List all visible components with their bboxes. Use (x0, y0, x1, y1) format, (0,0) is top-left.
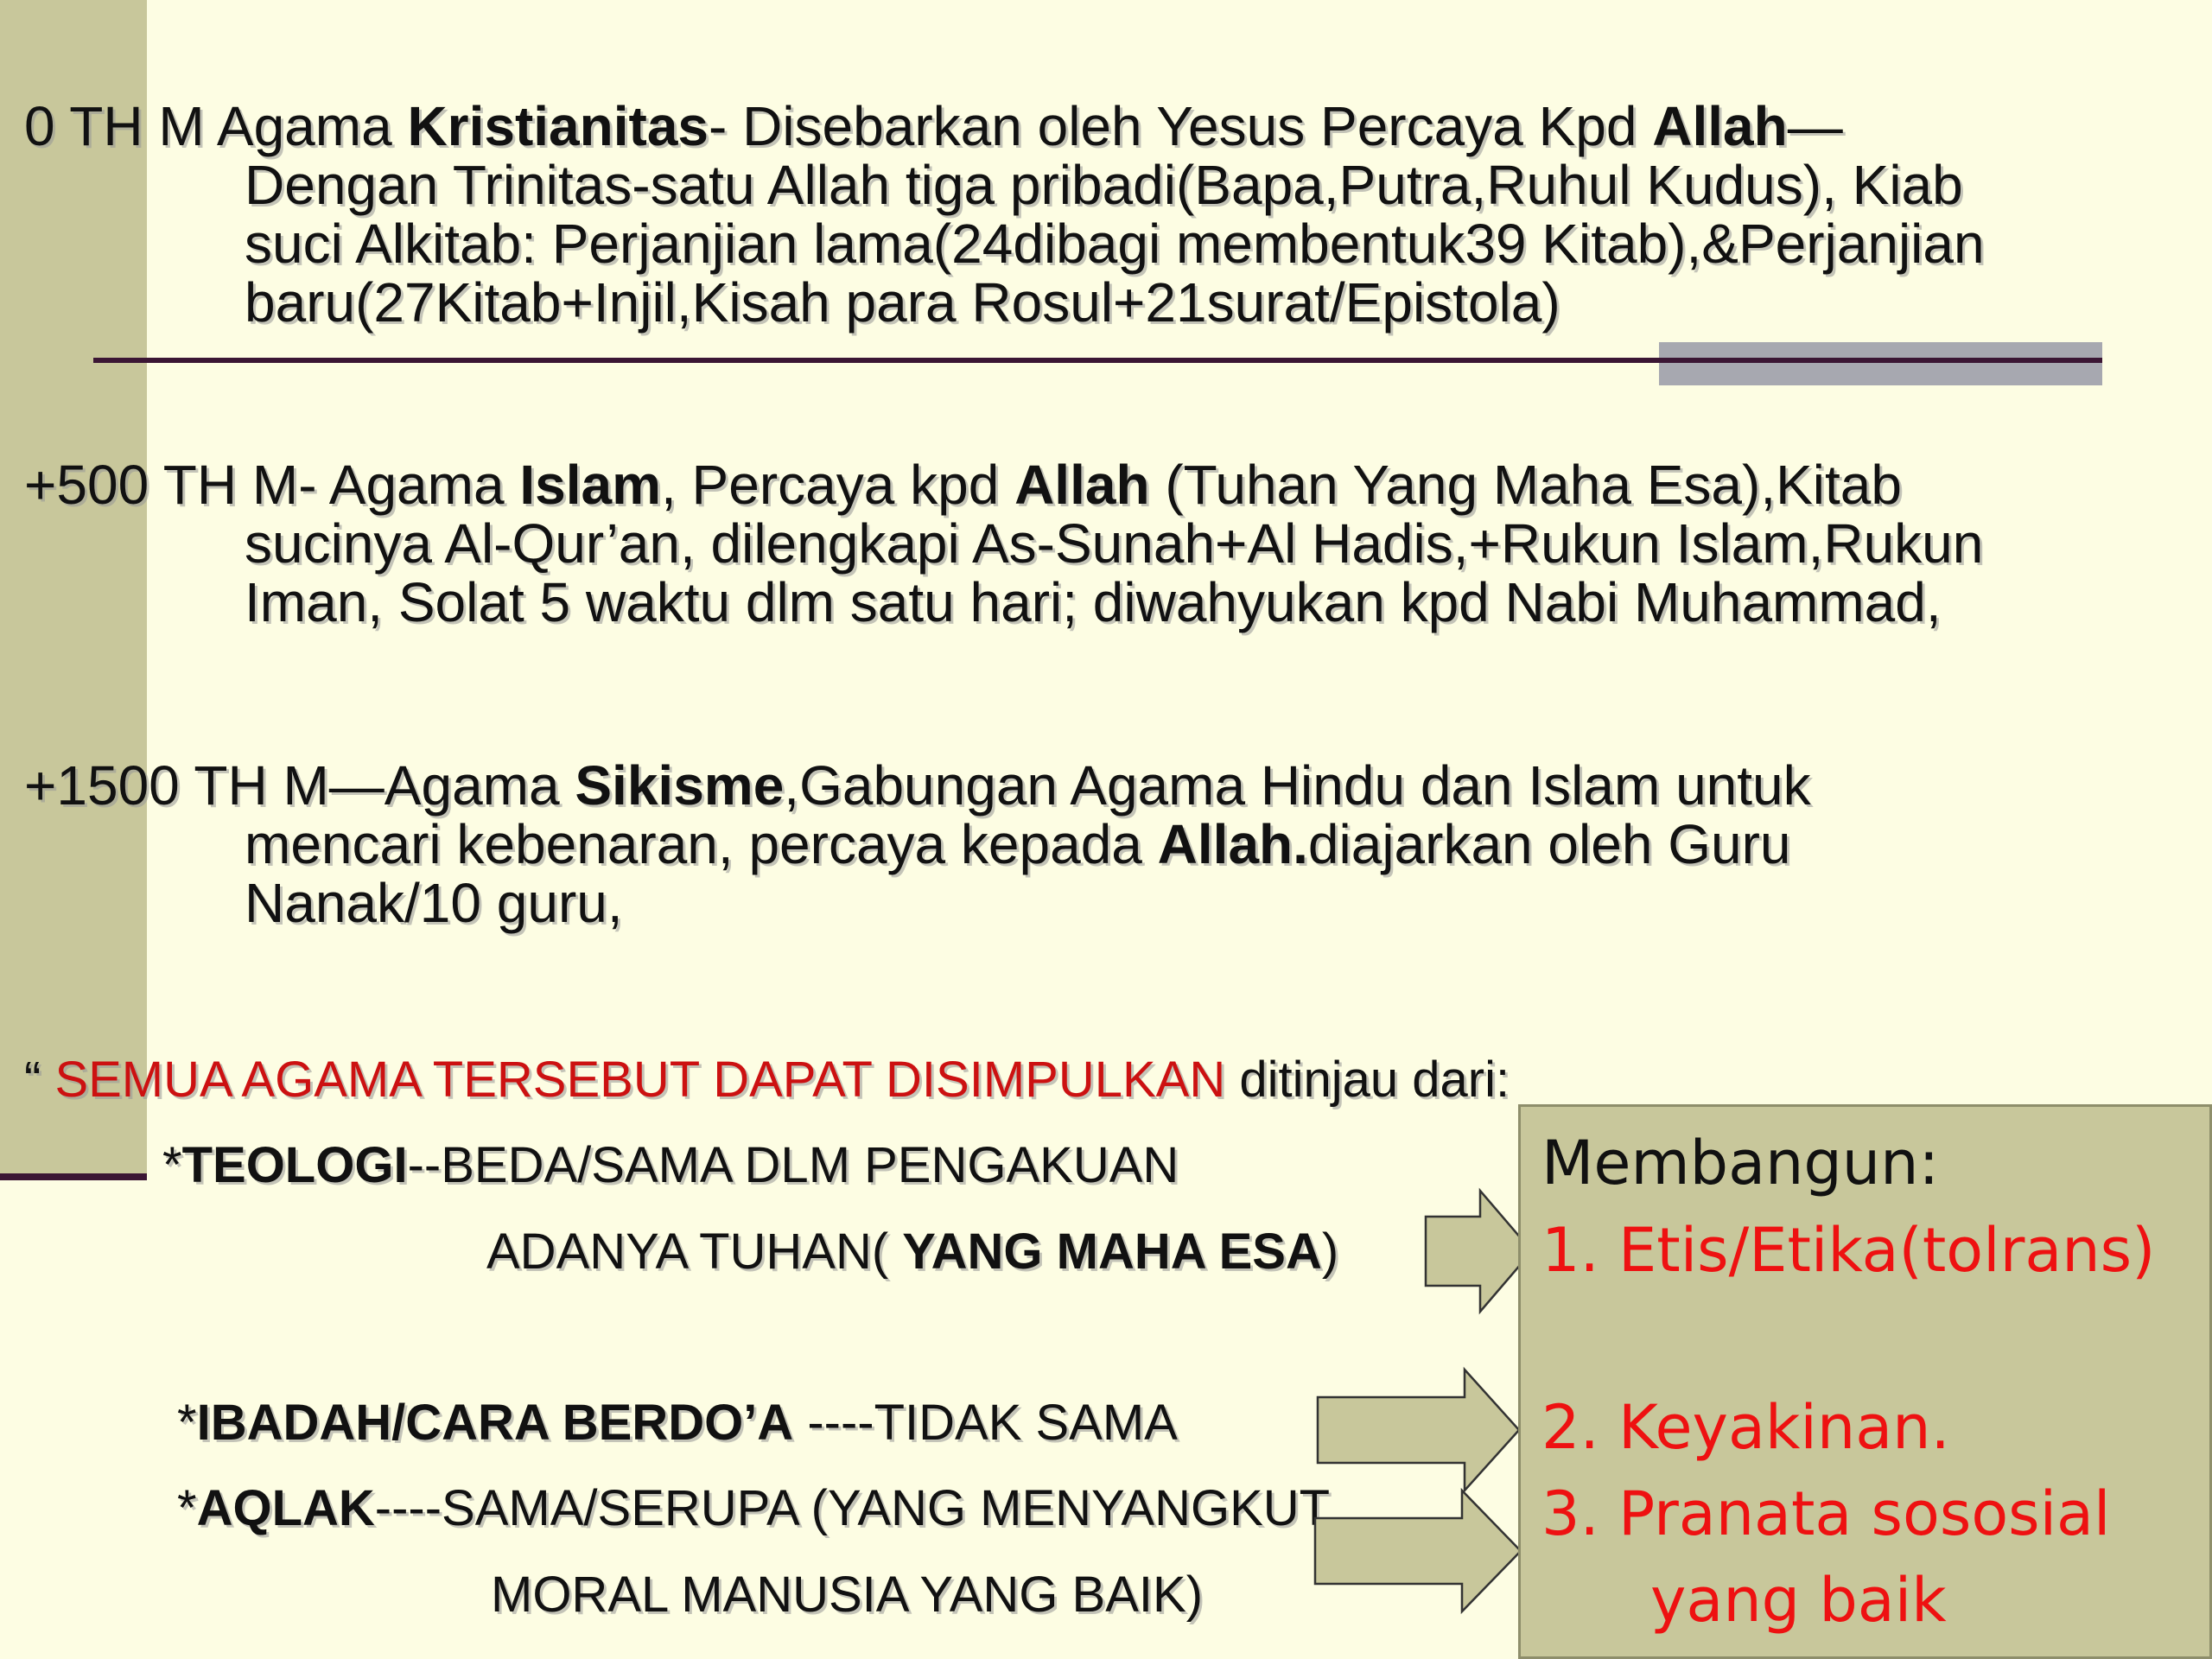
box-item: 1. Etis/Etika(tolrans) (1541, 1215, 2156, 1286)
paragraph-line: suci Alkitab: Perjanjian lama(24dibagi membentuk39 Kitab),&Perjanjian (245, 213, 1985, 275)
paragraph-line: Dengan Trinitas-satu Allah tiga pribadi(Bapa,Putra,Ruhul Kudus), Kiab (245, 154, 1963, 216)
bullet-star: * (162, 1137, 182, 1193)
gray-accent-bar (1659, 342, 2102, 385)
right-arrow-icon (1318, 1370, 1521, 1491)
paragraph-line: sucinya Al-Qur’an, dilengkapi As-Sunah+Al Hadis,+Rukun Islam,Rukun (245, 512, 1984, 575)
text-span: diajarkan oleh Guru (1307, 813, 1791, 875)
text-span: mencari kebenaran, percaya kepada (245, 813, 1158, 875)
text-span: +500 TH M- Agama (24, 454, 520, 516)
membangun-box (1518, 1104, 2212, 1659)
text-span: - Disebarkan oleh Yesus Percaya Kpd (709, 95, 1653, 157)
box-title: Membangun: (1541, 1128, 1940, 1198)
paragraph-line (24, 756, 2184, 815)
right-arrow-icon (1315, 1491, 1522, 1611)
conclusion-line (24, 1051, 1510, 1109)
paragraph-sikisme (24, 756, 2184, 932)
category-label: AQLAK (196, 1480, 375, 1536)
aqlak-line-2: MORAL MANUSIA YANG BAIK) (491, 1567, 1204, 1623)
paragraph-line (24, 815, 2184, 874)
text-span: ADANYA TUHAN( (486, 1224, 903, 1280)
text-span: ----SAMA/SERUPA (YANG MENYANGKUT (374, 1480, 1331, 1536)
text-span: ----TIDAK SAMA (793, 1395, 1178, 1451)
category-label: TEOLOGI (181, 1137, 408, 1193)
box-item: 2. Keyakinan. (1541, 1392, 1950, 1463)
text-span: --BEDA/SAMA DLM PENGAKUAN (407, 1137, 1179, 1193)
text-span: ,Gabungan Agama Hindu dan Islam untuk (784, 754, 1811, 817)
paragraph-line: Iman, Solat 5 waktu dlm satu hari; diwahyukan kpd Nabi Muhammad, (245, 571, 1942, 633)
quote-mark: “ (24, 1052, 55, 1108)
religion-name: Sikisme (575, 754, 785, 817)
paragraph-islam (24, 455, 2184, 632)
top-divider-line (93, 358, 2102, 363)
teologi-line (162, 1136, 1179, 1194)
paragraph-kristianitas (24, 97, 2184, 332)
bullet-star: * (177, 1395, 197, 1451)
text-span: , Percaya kpd (660, 454, 1015, 516)
paragraph-line (24, 455, 2184, 514)
text-span: 0 TH M Agama (24, 95, 408, 157)
conclusion-highlight: SEMUA AGAMA TERSEBUT DAPAT DISIMPULKAN (54, 1052, 1226, 1108)
religion-name: Islam (519, 454, 661, 516)
box-item: 3. Pranata sososial (1541, 1478, 2111, 1549)
text-span: (Tuhan Yang Maha Esa),Kitab (1149, 454, 1902, 516)
text-span: — (1787, 95, 1843, 157)
paragraph-line: Nanak/10 guru, (245, 872, 623, 934)
aqlak-line (177, 1479, 1330, 1537)
god-name: Allah (1652, 95, 1788, 157)
box-item-continuation: yang baik (1650, 1565, 1947, 1636)
religion-name: Kristianitas (407, 95, 709, 157)
god-name: Allah. (1157, 813, 1308, 875)
ibadah-line (177, 1394, 1178, 1452)
left-divider-line (0, 1173, 147, 1180)
paragraph-line: baru(27Kitab+Injil,Kisah para Rosul+21surat/Epistola) (245, 271, 1560, 334)
text-span: ) (1321, 1224, 1339, 1280)
teologi-line-2 (486, 1223, 1338, 1281)
category-label: IBADAH/CARA BERDO’A (196, 1395, 794, 1451)
god-name: Allah (1014, 454, 1150, 516)
emphasis-text: YANG MAHA ESA (902, 1224, 1322, 1280)
paragraph-line (24, 97, 2184, 156)
text-span: +1500 TH M—Agama (24, 754, 575, 817)
text-span: ditinjau dari: (1225, 1052, 1510, 1108)
bullet-star: * (177, 1480, 197, 1536)
